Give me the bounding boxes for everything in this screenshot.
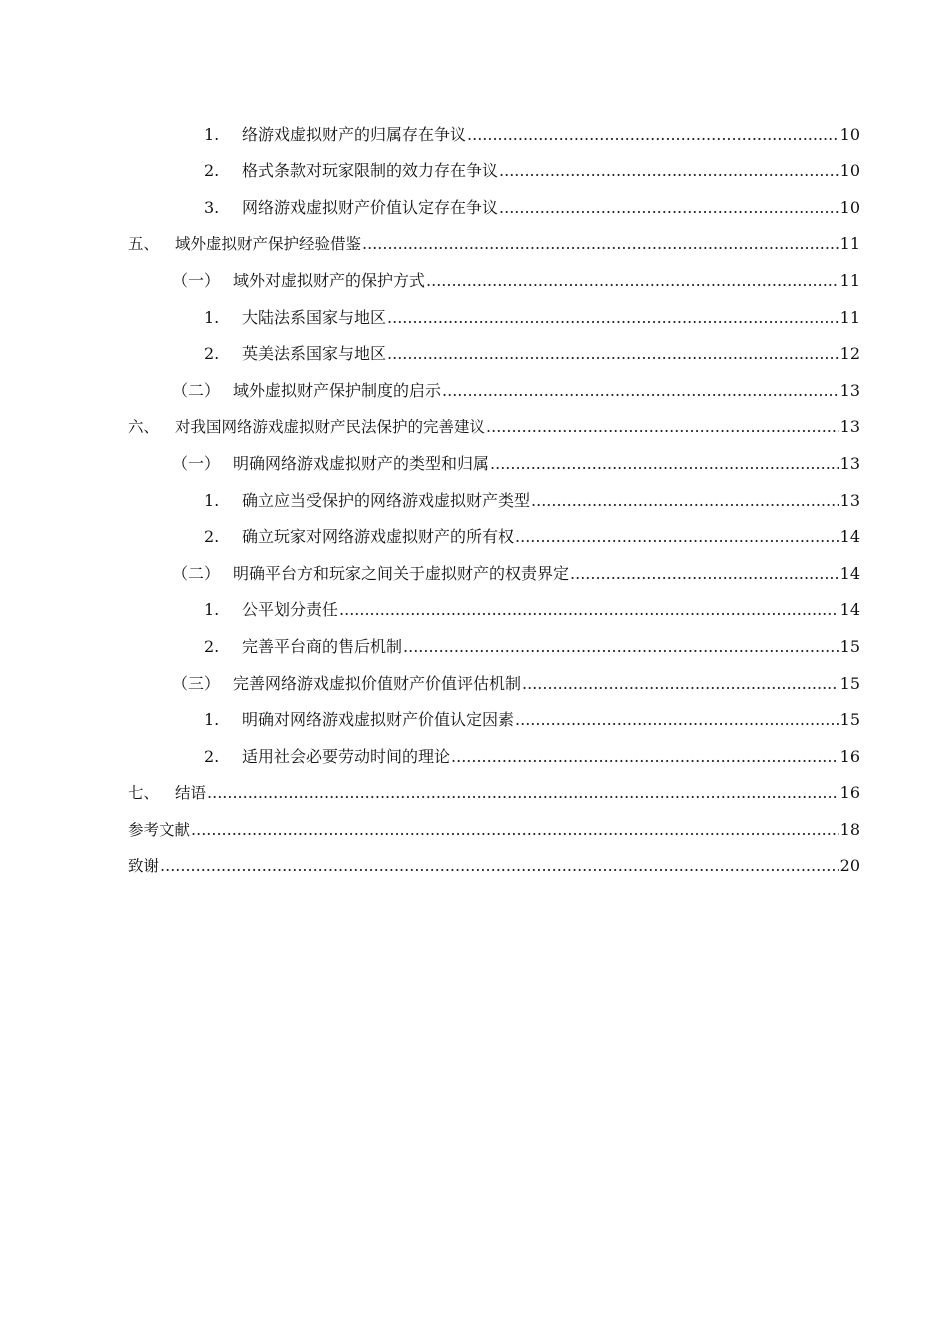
toc-entry[interactable] [128,803,860,840]
toc-entry-page: 13 [839,380,860,400]
toc-entry-page: 15 [839,673,860,693]
toc-entry-page: 13 [839,417,860,437]
toc-entry-page: 10 [839,161,860,181]
dot-leader [467,125,839,145]
toc-entry-title: 域外虚拟财产保护经验借鉴 [175,235,362,254]
dot-leader [531,491,839,511]
toc-entry-title: 对我国网络游戏虚拟财产民法保护的完善建议 [175,418,486,437]
toc-entry-title: 明确网络游戏虚拟财产的类型和归属 [233,453,490,473]
toc-entry[interactable] [128,620,860,657]
dot-leader [522,674,839,694]
toc-entry-page: 20 [839,856,860,876]
toc-entry-page: 14 [839,600,860,620]
dot-leader [387,344,839,364]
dot-leader [486,417,839,437]
toc-entry-title: 结语 [175,784,207,803]
dot-leader [362,234,839,254]
toc-entry-title: 域外对虚拟财产的保护方式 [233,270,426,290]
toc-entry[interactable] [128,730,860,767]
toc-entry-page: 16 [839,746,860,766]
toc-entry[interactable] [128,584,860,621]
toc-entry[interactable] [128,474,860,511]
toc-entry-number: 2. [204,344,220,364]
toc-entry-title: 络游戏虚拟财产的归属存在争议 [242,124,467,144]
toc-entry-page: 16 [839,783,860,803]
toc-entry[interactable] [128,694,860,731]
toc-entry[interactable] [128,328,860,365]
dot-leader [515,527,839,547]
toc-entry-page: 14 [839,563,860,583]
toc-entry-title: 完善网络游戏虚拟价值财产价值评估机制 [233,673,522,693]
toc-entry[interactable] [128,364,860,401]
toc-entry-title: 完善平台商的售后机制 [242,636,403,656]
dot-leader [451,747,839,767]
toc-entry-number: 3. [204,197,220,217]
toc-entry-page: 11 [839,307,860,327]
table-of-contents [128,108,860,876]
dot-leader [160,856,839,876]
toc-entry-number: 1. [204,490,220,510]
toc-entry-title: 明确对网络游戏虚拟财产价值认定因素 [242,710,515,730]
toc-entry-number: （一） [172,453,221,473]
toc-entry[interactable] [128,291,860,328]
toc-entry-title: 公平划分责任 [242,600,339,620]
toc-entry-title: 致谢 [128,857,160,876]
dot-leader [403,637,839,657]
toc-entry-number: 1. [204,710,220,730]
toc-entry-page: 10 [839,124,860,144]
toc-entry[interactable] [128,145,860,182]
toc-entry-page: 18 [839,819,860,839]
dot-leader [515,710,839,730]
dot-leader [490,454,839,474]
dot-leader [426,271,839,291]
toc-entry-title: 适用社会必要劳动时间的理论 [242,746,451,766]
toc-entry-page: 14 [839,527,860,547]
toc-entry-page: 12 [839,344,860,364]
toc-entry-page: 13 [839,453,860,473]
toc-entry-page: 11 [839,270,860,290]
toc-entry-title: 明确平台方和玩家之间关于虚拟财产的权责界定 [233,563,570,583]
toc-entry-number: 2. [204,636,220,656]
toc-entry-number: （二） [172,380,221,400]
dot-leader [570,564,839,584]
toc-entry-title: 大陆法系国家与地区 [242,307,387,327]
toc-entry-number: （一） [172,270,221,290]
toc-entry-number: （三） [172,673,221,693]
toc-entry[interactable] [128,254,860,291]
dot-leader [499,198,839,218]
toc-entry-page: 10 [839,197,860,217]
toc-entry-number: 2. [204,527,220,547]
toc-entry-title: 参考文献 [128,820,191,839]
toc-entry-number: 1. [204,124,220,144]
toc-entry-number: （二） [172,563,221,583]
toc-entry-title: 网络游戏虚拟财产价值认定存在争议 [242,197,499,217]
toc-entry[interactable] [128,840,860,877]
toc-entry-title: 域外虚拟财产保护制度的启示 [233,380,442,400]
toc-entry[interactable] [128,547,860,584]
toc-entry[interactable] [128,657,860,694]
toc-entry-number: 2. [204,161,220,181]
dot-leader [499,161,839,181]
dot-leader [387,308,839,328]
dot-leader [191,820,839,840]
toc-entry-number: 2. [204,746,220,766]
toc-entry-title: 格式条款对玩家限制的效力存在争议 [242,161,499,181]
toc-entry[interactable] [128,767,860,804]
toc-entry-number: 1. [204,307,220,327]
toc-entry-page: 15 [839,710,860,730]
toc-entry[interactable] [128,511,860,548]
toc-entry-number: 六、 [128,418,160,437]
dot-leader [207,783,839,803]
toc-entry-title: 英美法系国家与地区 [242,344,387,364]
toc-entry[interactable] [128,218,860,255]
toc-entry[interactable] [128,108,860,145]
dot-leader [339,600,839,620]
toc-entry-page: 15 [839,636,860,656]
toc-entry-number: 1. [204,600,220,620]
toc-entry[interactable] [128,437,860,474]
toc-entry-page: 11 [839,234,860,254]
toc-entry-page: 13 [839,490,860,510]
toc-entry[interactable] [128,181,860,218]
toc-entry-number: 五、 [128,235,160,254]
toc-entry-number: 七、 [128,784,160,803]
toc-entry[interactable] [128,401,860,438]
toc-entry-title: 确立玩家对网络游戏虚拟财产的所有权 [242,527,515,547]
dot-leader [442,381,839,401]
toc-entry-title: 确立应当受保护的网络游戏虚拟财产类型 [242,490,531,510]
